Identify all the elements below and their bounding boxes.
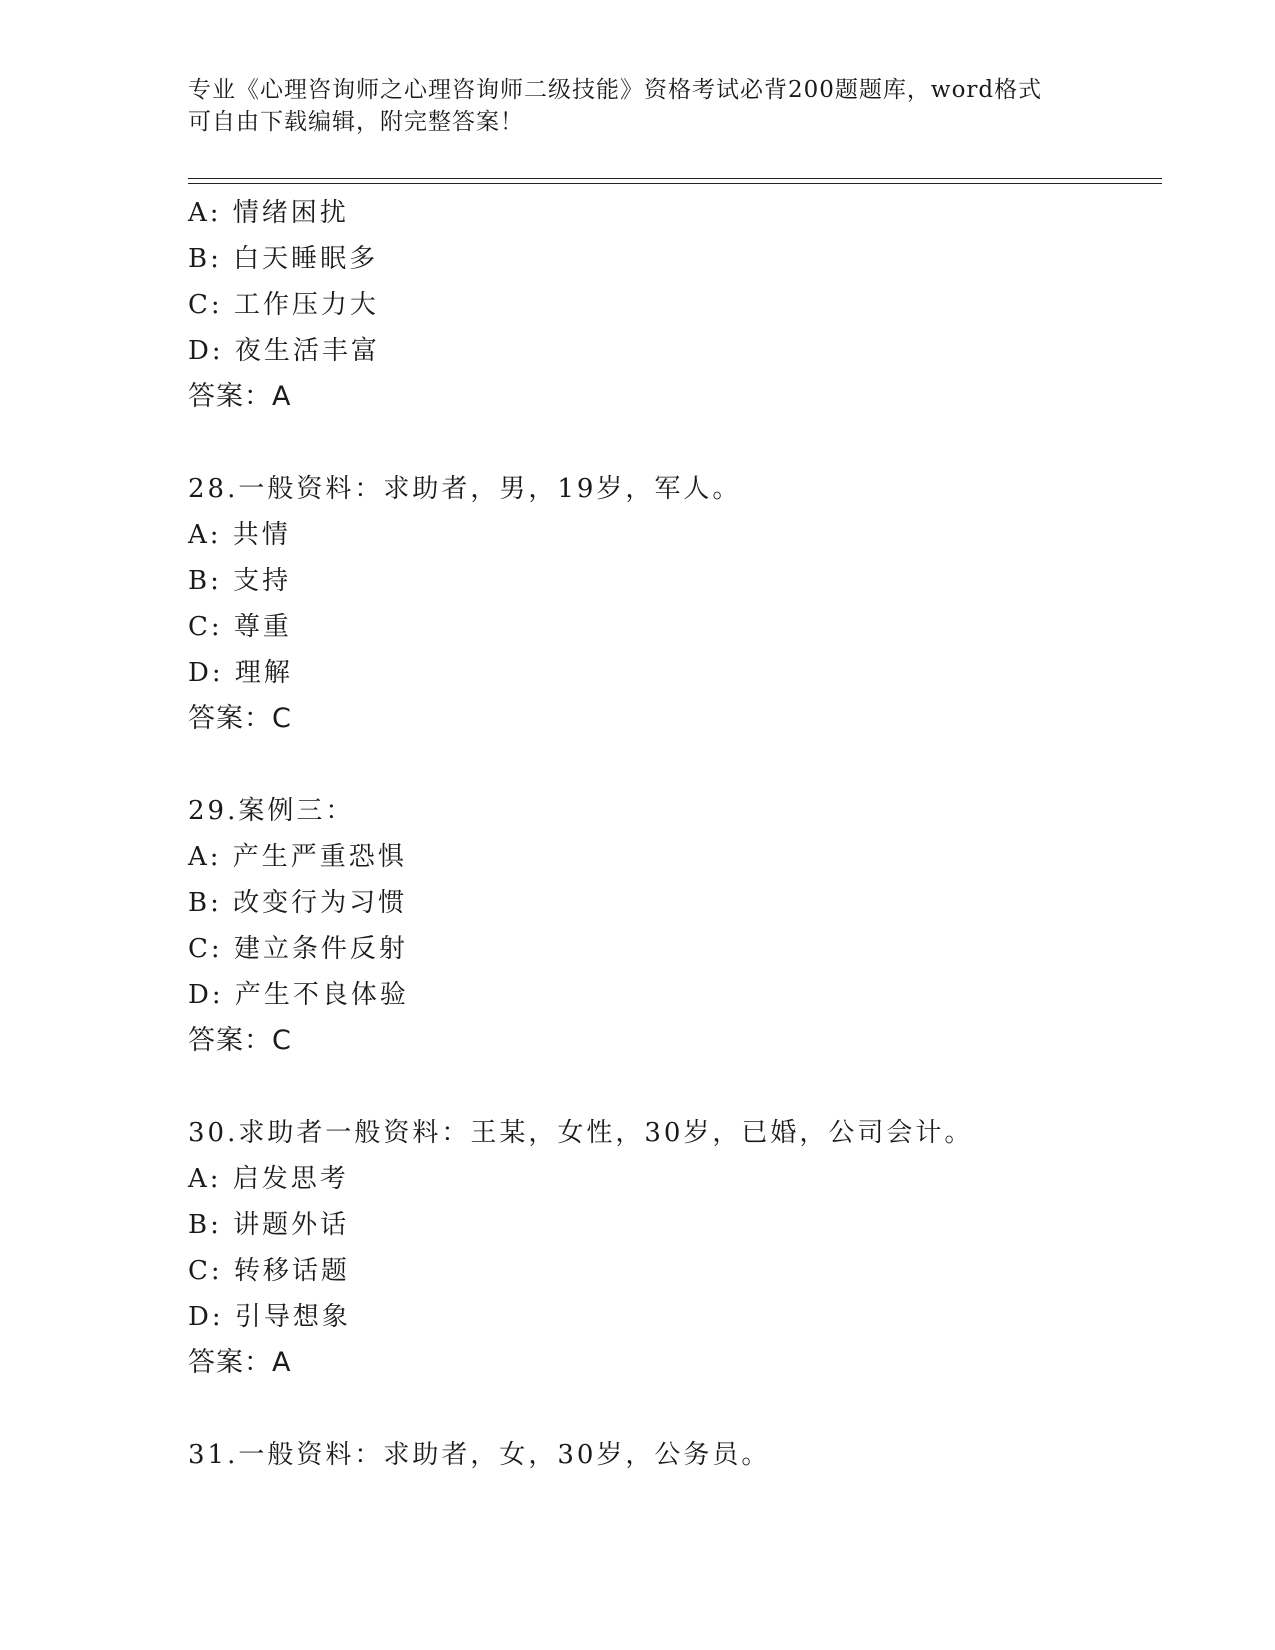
- question-29: [188, 788, 1168, 1064]
- question-28: [188, 466, 1168, 742]
- option-d: D: 产生不良体验: [188, 980, 409, 1010]
- option-c: C: 建立条件反射: [188, 934, 408, 964]
- header-line-1: 专业《心理咨询师之心理咨询师二级技能》资格考试必背200题题库，word格式: [188, 77, 1043, 103]
- question-stem: 28.一般资料：求助者，男，19岁，军人。: [188, 474, 742, 504]
- question-27-continued: [188, 190, 1168, 420]
- header-divider-top: [188, 178, 1162, 179]
- header-line-2: 可自由下载编辑，附完整答案！: [188, 109, 524, 135]
- question-30: [188, 1110, 1168, 1386]
- answer-line: 答案：C: [188, 703, 292, 734]
- question-list: [188, 190, 1168, 1478]
- question-stem: 29.案例三：: [188, 796, 355, 826]
- option-c: C: 工作压力大: [188, 290, 379, 320]
- answer-line: 答案：A: [188, 1347, 292, 1378]
- option-c: C: 尊重: [188, 612, 292, 642]
- question-stem: 30.求助者一般资料：王某，女性，30岁，已婚，公司会计。: [188, 1118, 974, 1148]
- option-d: D: 理解: [188, 658, 293, 688]
- option-b: B: 改变行为习惯: [188, 888, 408, 918]
- option-c: C: 转移话题: [188, 1256, 350, 1286]
- option-b: B: 白天睡眠多: [188, 244, 379, 274]
- answer-line: 答案：A: [188, 381, 292, 412]
- option-b: B: 讲题外话: [188, 1210, 350, 1240]
- header-divider-bottom: [188, 183, 1162, 184]
- option-d: D: 夜生活丰富: [188, 336, 380, 366]
- option-a: A: 启发思考: [188, 1164, 349, 1194]
- option-a: A: 情绪困扰: [188, 198, 349, 228]
- option-a: A: 产生严重恐惧: [188, 842, 407, 872]
- option-a: A: 共情: [188, 520, 291, 550]
- question-31: [188, 1432, 1168, 1478]
- answer-line: 答案：C: [188, 1025, 292, 1056]
- document-header: [188, 74, 1088, 138]
- option-d: D: 引导想象: [188, 1302, 351, 1332]
- option-b: B: 支持: [188, 566, 292, 596]
- question-stem: 31.一般资料：求助者，女，30岁，公务员。: [188, 1440, 771, 1470]
